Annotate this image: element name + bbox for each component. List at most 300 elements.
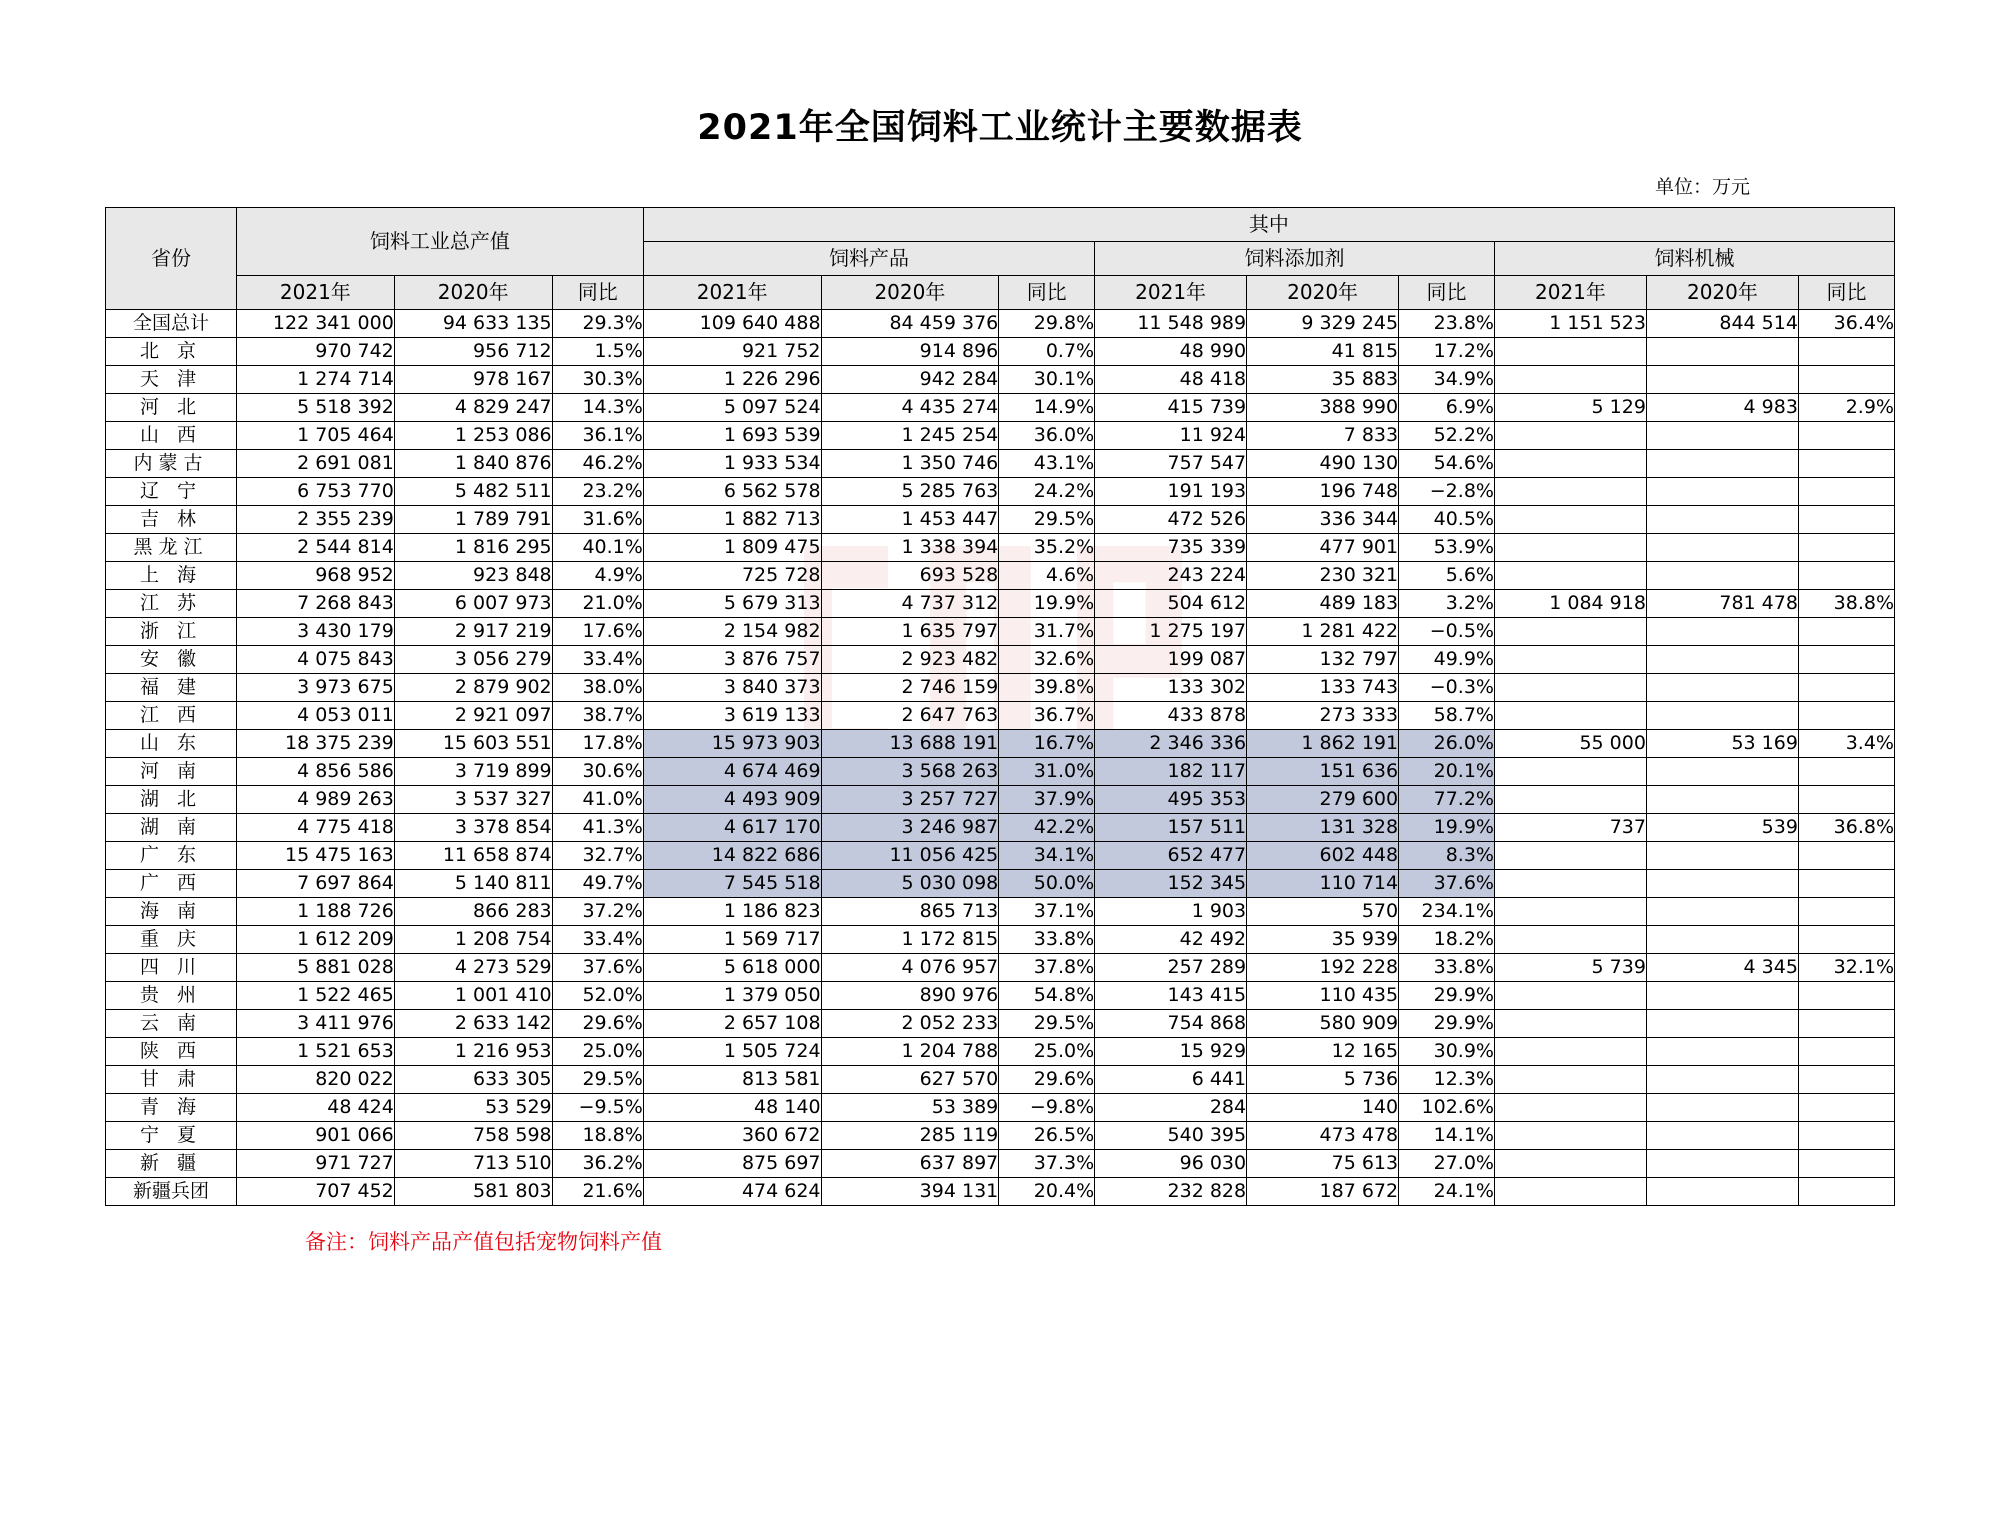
total-2021-cell: 3 430 179 bbox=[236, 618, 394, 646]
province-cell: 新 疆 bbox=[106, 1150, 237, 1178]
machinery-2020-cell: 781 478 bbox=[1646, 590, 1798, 618]
machinery-2021-cell: 737 bbox=[1494, 814, 1646, 842]
additives-2021-cell: 152 345 bbox=[1095, 870, 1247, 898]
machinery-2021-cell bbox=[1494, 1150, 1646, 1178]
additives-2021-cell: 472 526 bbox=[1095, 506, 1247, 534]
total-yoy-cell: 38.7% bbox=[552, 702, 643, 730]
products-2021-cell: 3 840 373 bbox=[643, 674, 821, 702]
additives-2021-cell: 1 903 bbox=[1095, 898, 1247, 926]
additives-2021-cell: 540 395 bbox=[1095, 1122, 1247, 1150]
total-2020-cell: 1 216 953 bbox=[394, 1038, 552, 1066]
products-yoy-cell: 32.6% bbox=[999, 646, 1095, 674]
additives-2021-cell: 157 511 bbox=[1095, 814, 1247, 842]
products-2021-cell: 3 876 757 bbox=[643, 646, 821, 674]
header-additives-2021: 2021年 bbox=[1095, 276, 1247, 310]
additives-2021-cell: 133 302 bbox=[1095, 674, 1247, 702]
machinery-2021-cell bbox=[1494, 870, 1646, 898]
province-cell: 江 西 bbox=[106, 702, 237, 730]
machinery-2020-cell bbox=[1646, 674, 1798, 702]
table-row bbox=[106, 898, 1895, 926]
province-cell: 北 京 bbox=[106, 338, 237, 366]
additives-2020-cell: 151 636 bbox=[1247, 758, 1399, 786]
products-yoy-cell: 20.4% bbox=[999, 1178, 1095, 1206]
total-yoy-cell: 4.9% bbox=[552, 562, 643, 590]
additives-2021-cell: 757 547 bbox=[1095, 450, 1247, 478]
table-row bbox=[106, 870, 1895, 898]
province-cell: 上 海 bbox=[106, 562, 237, 590]
machinery-2021-cell bbox=[1494, 758, 1646, 786]
additives-2020-cell: 5 736 bbox=[1247, 1066, 1399, 1094]
total-2020-cell: 3 719 899 bbox=[394, 758, 552, 786]
additives-2021-cell: 11 548 989 bbox=[1095, 310, 1247, 338]
total-yoy-cell: 36.2% bbox=[552, 1150, 643, 1178]
machinery-yoy-cell bbox=[1798, 870, 1894, 898]
additives-2021-cell: 652 477 bbox=[1095, 842, 1247, 870]
table-row bbox=[106, 506, 1895, 534]
total-2021-cell: 7 268 843 bbox=[236, 590, 394, 618]
additives-2021-cell: 199 087 bbox=[1095, 646, 1247, 674]
additives-yoy-cell: 5.6% bbox=[1399, 562, 1495, 590]
additives-yoy-cell: 37.6% bbox=[1399, 870, 1495, 898]
total-2021-cell: 48 424 bbox=[236, 1094, 394, 1122]
machinery-yoy-cell bbox=[1798, 926, 1894, 954]
machinery-yoy-cell: 2.9% bbox=[1798, 394, 1894, 422]
products-yoy-cell: 36.0% bbox=[999, 422, 1095, 450]
header-row-1 bbox=[106, 208, 1895, 242]
machinery-2021-cell bbox=[1494, 1066, 1646, 1094]
machinery-2021-cell bbox=[1494, 898, 1646, 926]
machinery-2021-cell bbox=[1494, 842, 1646, 870]
machinery-2021-cell bbox=[1494, 562, 1646, 590]
products-2020-cell: 637 897 bbox=[821, 1150, 999, 1178]
products-2020-cell: 627 570 bbox=[821, 1066, 999, 1094]
table-body bbox=[106, 310, 1895, 1206]
table-row bbox=[106, 982, 1895, 1010]
header-province: 省份 bbox=[106, 208, 237, 310]
machinery-2021-cell bbox=[1494, 646, 1646, 674]
total-2020-cell: 1 789 791 bbox=[394, 506, 552, 534]
total-yoy-cell: 30.3% bbox=[552, 366, 643, 394]
header-feed-machinery: 饲料机械 bbox=[1494, 242, 1894, 276]
products-yoy-cell: 14.9% bbox=[999, 394, 1095, 422]
table-row bbox=[106, 1150, 1895, 1178]
machinery-2021-cell bbox=[1494, 1094, 1646, 1122]
additives-yoy-cell: 77.2% bbox=[1399, 786, 1495, 814]
machinery-yoy-cell: 36.8% bbox=[1798, 814, 1894, 842]
total-2021-cell: 4 075 843 bbox=[236, 646, 394, 674]
total-yoy-cell: 14.3% bbox=[552, 394, 643, 422]
total-2020-cell: 2 921 097 bbox=[394, 702, 552, 730]
total-2021-cell: 7 697 864 bbox=[236, 870, 394, 898]
products-2021-cell: 1 693 539 bbox=[643, 422, 821, 450]
total-yoy-cell: 52.0% bbox=[552, 982, 643, 1010]
table-row bbox=[106, 954, 1895, 982]
province-cell: 陕 西 bbox=[106, 1038, 237, 1066]
products-yoy-cell: 29.5% bbox=[999, 1010, 1095, 1038]
total-yoy-cell: 29.5% bbox=[552, 1066, 643, 1094]
table-row bbox=[106, 562, 1895, 590]
products-2021-cell: 813 581 bbox=[643, 1066, 821, 1094]
additives-2020-cell: 35 939 bbox=[1247, 926, 1399, 954]
total-2021-cell: 707 452 bbox=[236, 1178, 394, 1206]
products-2021-cell: 5 679 313 bbox=[643, 590, 821, 618]
products-2020-cell: 1 245 254 bbox=[821, 422, 999, 450]
additives-yoy-cell: −0.3% bbox=[1399, 674, 1495, 702]
additives-2020-cell: 196 748 bbox=[1247, 478, 1399, 506]
header-total-output: 饲料工业总产值 bbox=[236, 208, 643, 276]
additives-yoy-cell: 49.9% bbox=[1399, 646, 1495, 674]
table-row bbox=[106, 450, 1895, 478]
machinery-2020-cell: 4 345 bbox=[1646, 954, 1798, 982]
products-yoy-cell: 37.1% bbox=[999, 898, 1095, 926]
province-cell: 全国总计 bbox=[106, 310, 237, 338]
machinery-2021-cell bbox=[1494, 1038, 1646, 1066]
products-2021-cell: 6 562 578 bbox=[643, 478, 821, 506]
machinery-2020-cell bbox=[1646, 1094, 1798, 1122]
additives-2020-cell: 1 281 422 bbox=[1247, 618, 1399, 646]
header-total-2020: 2020年 bbox=[394, 276, 552, 310]
machinery-yoy-cell bbox=[1798, 618, 1894, 646]
table-row bbox=[106, 786, 1895, 814]
table-row bbox=[106, 422, 1895, 450]
machinery-2020-cell: 53 169 bbox=[1646, 730, 1798, 758]
machinery-2021-cell: 5 739 bbox=[1494, 954, 1646, 982]
products-2021-cell: 1 933 534 bbox=[643, 450, 821, 478]
total-2020-cell: 978 167 bbox=[394, 366, 552, 394]
additives-2020-cell: 192 228 bbox=[1247, 954, 1399, 982]
machinery-2021-cell: 55 000 bbox=[1494, 730, 1646, 758]
total-yoy-cell: 1.5% bbox=[552, 338, 643, 366]
province-cell: 广 东 bbox=[106, 842, 237, 870]
products-2020-cell: 1 350 746 bbox=[821, 450, 999, 478]
table-row bbox=[106, 758, 1895, 786]
additives-yoy-cell: 33.8% bbox=[1399, 954, 1495, 982]
total-2020-cell: 1 816 295 bbox=[394, 534, 552, 562]
products-2020-cell: 2 647 763 bbox=[821, 702, 999, 730]
total-2020-cell: 3 537 327 bbox=[394, 786, 552, 814]
total-yoy-cell: 29.3% bbox=[552, 310, 643, 338]
total-2021-cell: 1 705 464 bbox=[236, 422, 394, 450]
machinery-yoy-cell bbox=[1798, 1066, 1894, 1094]
products-yoy-cell: 36.7% bbox=[999, 702, 1095, 730]
header-machinery-2021: 2021年 bbox=[1494, 276, 1646, 310]
table-row bbox=[106, 1122, 1895, 1150]
machinery-yoy-cell: 36.4% bbox=[1798, 310, 1894, 338]
province-cell: 浙 江 bbox=[106, 618, 237, 646]
additives-yoy-cell: 18.2% bbox=[1399, 926, 1495, 954]
products-yoy-cell: 19.9% bbox=[999, 590, 1095, 618]
additives-2021-cell: 191 193 bbox=[1095, 478, 1247, 506]
products-2020-cell: 4 076 957 bbox=[821, 954, 999, 982]
products-yoy-cell: 25.0% bbox=[999, 1038, 1095, 1066]
total-yoy-cell: 32.7% bbox=[552, 842, 643, 870]
total-2021-cell: 15 475 163 bbox=[236, 842, 394, 870]
additives-2021-cell: 754 868 bbox=[1095, 1010, 1247, 1038]
products-yoy-cell: 43.1% bbox=[999, 450, 1095, 478]
province-cell: 湖 南 bbox=[106, 814, 237, 842]
table-row bbox=[106, 394, 1895, 422]
products-yoy-cell: 42.2% bbox=[999, 814, 1095, 842]
total-yoy-cell: 18.8% bbox=[552, 1122, 643, 1150]
additives-2021-cell: 48 990 bbox=[1095, 338, 1247, 366]
products-yoy-cell: 35.2% bbox=[999, 534, 1095, 562]
total-yoy-cell: 17.6% bbox=[552, 618, 643, 646]
table-row bbox=[106, 590, 1895, 618]
additives-2021-cell: 2 346 336 bbox=[1095, 730, 1247, 758]
total-2021-cell: 968 952 bbox=[236, 562, 394, 590]
additives-2020-cell: 273 333 bbox=[1247, 702, 1399, 730]
total-2021-cell: 2 544 814 bbox=[236, 534, 394, 562]
total-2021-cell: 1 612 209 bbox=[236, 926, 394, 954]
total-2020-cell: 758 598 bbox=[394, 1122, 552, 1150]
products-2020-cell: 2 923 482 bbox=[821, 646, 999, 674]
total-yoy-cell: 31.6% bbox=[552, 506, 643, 534]
additives-2021-cell: 284 bbox=[1095, 1094, 1247, 1122]
document-page bbox=[0, 100, 2000, 1514]
additives-yoy-cell: 40.5% bbox=[1399, 506, 1495, 534]
products-2021-cell: 2 657 108 bbox=[643, 1010, 821, 1038]
additives-2020-cell: 35 883 bbox=[1247, 366, 1399, 394]
total-yoy-cell: 17.8% bbox=[552, 730, 643, 758]
machinery-2021-cell bbox=[1494, 366, 1646, 394]
machinery-2020-cell bbox=[1646, 702, 1798, 730]
total-2020-cell: 11 658 874 bbox=[394, 842, 552, 870]
footnote: 备注：饲料产品产值包括宠物饲料产值 bbox=[305, 1230, 662, 1254]
additives-2021-cell: 243 224 bbox=[1095, 562, 1247, 590]
machinery-2020-cell bbox=[1646, 534, 1798, 562]
machinery-2020-cell bbox=[1646, 562, 1798, 590]
machinery-2021-cell bbox=[1494, 982, 1646, 1010]
products-2021-cell: 4 493 909 bbox=[643, 786, 821, 814]
total-yoy-cell: 38.0% bbox=[552, 674, 643, 702]
additives-2020-cell: 602 448 bbox=[1247, 842, 1399, 870]
total-yoy-cell: 41.3% bbox=[552, 814, 643, 842]
province-cell: 河 北 bbox=[106, 394, 237, 422]
table-row bbox=[106, 1066, 1895, 1094]
data-table-container bbox=[105, 207, 1895, 1206]
additives-yoy-cell: −2.8% bbox=[1399, 478, 1495, 506]
machinery-2020-cell bbox=[1646, 338, 1798, 366]
additives-2020-cell: 7 833 bbox=[1247, 422, 1399, 450]
total-2020-cell: 1 001 410 bbox=[394, 982, 552, 1010]
total-2020-cell: 581 803 bbox=[394, 1178, 552, 1206]
additives-2021-cell: 182 117 bbox=[1095, 758, 1247, 786]
products-yoy-cell: 37.8% bbox=[999, 954, 1095, 982]
additives-yoy-cell: 29.9% bbox=[1399, 982, 1495, 1010]
products-2020-cell: 942 284 bbox=[821, 366, 999, 394]
machinery-yoy-cell bbox=[1798, 422, 1894, 450]
products-2021-cell: 1 569 717 bbox=[643, 926, 821, 954]
products-2021-cell: 5 618 000 bbox=[643, 954, 821, 982]
header-machinery-yoy: 同比 bbox=[1798, 276, 1894, 310]
province-cell: 青 海 bbox=[106, 1094, 237, 1122]
province-cell: 福 建 bbox=[106, 674, 237, 702]
total-yoy-cell: 46.2% bbox=[552, 450, 643, 478]
products-2021-cell: 3 619 133 bbox=[643, 702, 821, 730]
province-cell: 云 南 bbox=[106, 1010, 237, 1038]
province-cell: 内蒙古 bbox=[106, 450, 237, 478]
products-2020-cell: 84 459 376 bbox=[821, 310, 999, 338]
additives-yoy-cell: 19.9% bbox=[1399, 814, 1495, 842]
machinery-yoy-cell bbox=[1798, 562, 1894, 590]
additives-2020-cell: 489 183 bbox=[1247, 590, 1399, 618]
products-yoy-cell: 33.8% bbox=[999, 926, 1095, 954]
machinery-2020-cell bbox=[1646, 646, 1798, 674]
total-yoy-cell: 33.4% bbox=[552, 646, 643, 674]
products-2021-cell: 14 822 686 bbox=[643, 842, 821, 870]
machinery-yoy-cell bbox=[1798, 534, 1894, 562]
machinery-2021-cell bbox=[1494, 338, 1646, 366]
additives-yoy-cell: 6.9% bbox=[1399, 394, 1495, 422]
additives-2020-cell: 133 743 bbox=[1247, 674, 1399, 702]
machinery-yoy-cell bbox=[1798, 1150, 1894, 1178]
table-row bbox=[106, 1010, 1895, 1038]
machinery-2021-cell: 1 151 523 bbox=[1494, 310, 1646, 338]
province-cell: 天 津 bbox=[106, 366, 237, 394]
additives-2021-cell: 42 492 bbox=[1095, 926, 1247, 954]
table-row bbox=[106, 814, 1895, 842]
total-2021-cell: 4 989 263 bbox=[236, 786, 394, 814]
additives-2020-cell: 490 130 bbox=[1247, 450, 1399, 478]
products-2020-cell: 11 056 425 bbox=[821, 842, 999, 870]
additives-2020-cell: 279 600 bbox=[1247, 786, 1399, 814]
total-2020-cell: 5 482 511 bbox=[394, 478, 552, 506]
total-yoy-cell: 29.6% bbox=[552, 1010, 643, 1038]
additives-2020-cell: 110 714 bbox=[1247, 870, 1399, 898]
products-2021-cell: 1 186 823 bbox=[643, 898, 821, 926]
products-yoy-cell: 4.6% bbox=[999, 562, 1095, 590]
products-2021-cell: 725 728 bbox=[643, 562, 821, 590]
products-yoy-cell: 50.0% bbox=[999, 870, 1095, 898]
total-2020-cell: 713 510 bbox=[394, 1150, 552, 1178]
machinery-2020-cell bbox=[1646, 618, 1798, 646]
additives-2021-cell: 48 418 bbox=[1095, 366, 1247, 394]
header-machinery-2020: 2020年 bbox=[1646, 276, 1798, 310]
province-cell: 安 徽 bbox=[106, 646, 237, 674]
machinery-2020-cell bbox=[1646, 898, 1798, 926]
table-row bbox=[106, 1038, 1895, 1066]
additives-yoy-cell: 34.9% bbox=[1399, 366, 1495, 394]
table-row bbox=[106, 730, 1895, 758]
products-2020-cell: 1 204 788 bbox=[821, 1038, 999, 1066]
products-2020-cell: 3 246 987 bbox=[821, 814, 999, 842]
total-2021-cell: 2 691 081 bbox=[236, 450, 394, 478]
total-yoy-cell: 30.6% bbox=[552, 758, 643, 786]
total-2021-cell: 3 411 976 bbox=[236, 1010, 394, 1038]
machinery-2020-cell bbox=[1646, 1066, 1798, 1094]
header-products-2021: 2021年 bbox=[643, 276, 821, 310]
machinery-2020-cell bbox=[1646, 842, 1798, 870]
additives-yoy-cell: 102.6% bbox=[1399, 1094, 1495, 1122]
additives-2020-cell: 9 329 245 bbox=[1247, 310, 1399, 338]
total-2021-cell: 4 856 586 bbox=[236, 758, 394, 786]
products-2021-cell: 5 097 524 bbox=[643, 394, 821, 422]
province-cell: 海 南 bbox=[106, 898, 237, 926]
machinery-yoy-cell bbox=[1798, 478, 1894, 506]
machinery-2020-cell bbox=[1646, 870, 1798, 898]
total-2020-cell: 4 829 247 bbox=[394, 394, 552, 422]
products-2021-cell: 1 809 475 bbox=[643, 534, 821, 562]
total-2020-cell: 1 208 754 bbox=[394, 926, 552, 954]
table-row bbox=[106, 618, 1895, 646]
additives-2020-cell: 230 321 bbox=[1247, 562, 1399, 590]
products-2021-cell: 4 674 469 bbox=[643, 758, 821, 786]
header-row-3 bbox=[106, 276, 1895, 310]
products-2020-cell: 53 389 bbox=[821, 1094, 999, 1122]
province-cell: 黑龙江 bbox=[106, 534, 237, 562]
products-yoy-cell: 16.7% bbox=[999, 730, 1095, 758]
total-2020-cell: 1 253 086 bbox=[394, 422, 552, 450]
additives-2020-cell: 132 797 bbox=[1247, 646, 1399, 674]
products-2021-cell: 1 505 724 bbox=[643, 1038, 821, 1066]
machinery-2021-cell bbox=[1494, 674, 1646, 702]
machinery-yoy-cell bbox=[1798, 1010, 1894, 1038]
machinery-2020-cell bbox=[1646, 758, 1798, 786]
additives-yoy-cell: 20.1% bbox=[1399, 758, 1495, 786]
products-2020-cell: 394 131 bbox=[821, 1178, 999, 1206]
products-yoy-cell: 31.0% bbox=[999, 758, 1095, 786]
total-yoy-cell: 25.0% bbox=[552, 1038, 643, 1066]
table-row bbox=[106, 1094, 1895, 1122]
table-row bbox=[106, 646, 1895, 674]
products-2020-cell: 914 896 bbox=[821, 338, 999, 366]
province-cell: 吉 林 bbox=[106, 506, 237, 534]
total-2021-cell: 6 753 770 bbox=[236, 478, 394, 506]
additives-yoy-cell: 26.0% bbox=[1399, 730, 1495, 758]
products-2021-cell: 1 379 050 bbox=[643, 982, 821, 1010]
machinery-2021-cell bbox=[1494, 450, 1646, 478]
products-2020-cell: 4 737 312 bbox=[821, 590, 999, 618]
header-total-yoy: 同比 bbox=[552, 276, 643, 310]
products-2021-cell: 48 140 bbox=[643, 1094, 821, 1122]
additives-yoy-cell: 27.0% bbox=[1399, 1150, 1495, 1178]
products-2021-cell: 2 154 982 bbox=[643, 618, 821, 646]
products-yoy-cell: 29.8% bbox=[999, 310, 1095, 338]
total-2021-cell: 1 274 714 bbox=[236, 366, 394, 394]
machinery-2021-cell: 1 084 918 bbox=[1494, 590, 1646, 618]
table-row bbox=[106, 926, 1895, 954]
header-products-yoy: 同比 bbox=[999, 276, 1095, 310]
products-yoy-cell: 34.1% bbox=[999, 842, 1095, 870]
products-2021-cell: 109 640 488 bbox=[643, 310, 821, 338]
machinery-yoy-cell: 38.8% bbox=[1798, 590, 1894, 618]
total-yoy-cell: 33.4% bbox=[552, 926, 643, 954]
total-yoy-cell: 37.2% bbox=[552, 898, 643, 926]
products-2020-cell: 890 976 bbox=[821, 982, 999, 1010]
province-cell: 贵 州 bbox=[106, 982, 237, 1010]
total-2021-cell: 2 355 239 bbox=[236, 506, 394, 534]
table-row bbox=[106, 842, 1895, 870]
total-2020-cell: 3 378 854 bbox=[394, 814, 552, 842]
additives-2020-cell: 187 672 bbox=[1247, 1178, 1399, 1206]
machinery-yoy-cell bbox=[1798, 674, 1894, 702]
total-2021-cell: 18 375 239 bbox=[236, 730, 394, 758]
total-2021-cell: 820 022 bbox=[236, 1066, 394, 1094]
machinery-2021-cell bbox=[1494, 786, 1646, 814]
total-2020-cell: 2 917 219 bbox=[394, 618, 552, 646]
total-2020-cell: 2 879 902 bbox=[394, 674, 552, 702]
total-2020-cell: 3 056 279 bbox=[394, 646, 552, 674]
province-cell: 湖 北 bbox=[106, 786, 237, 814]
machinery-2021-cell bbox=[1494, 506, 1646, 534]
products-yoy-cell: 37.3% bbox=[999, 1150, 1095, 1178]
additives-2021-cell: 11 924 bbox=[1095, 422, 1247, 450]
additives-2021-cell: 735 339 bbox=[1095, 534, 1247, 562]
additives-yoy-cell: 3.2% bbox=[1399, 590, 1495, 618]
machinery-2021-cell: 5 129 bbox=[1494, 394, 1646, 422]
additives-2021-cell: 415 739 bbox=[1095, 394, 1247, 422]
additives-2020-cell: 140 bbox=[1247, 1094, 1399, 1122]
